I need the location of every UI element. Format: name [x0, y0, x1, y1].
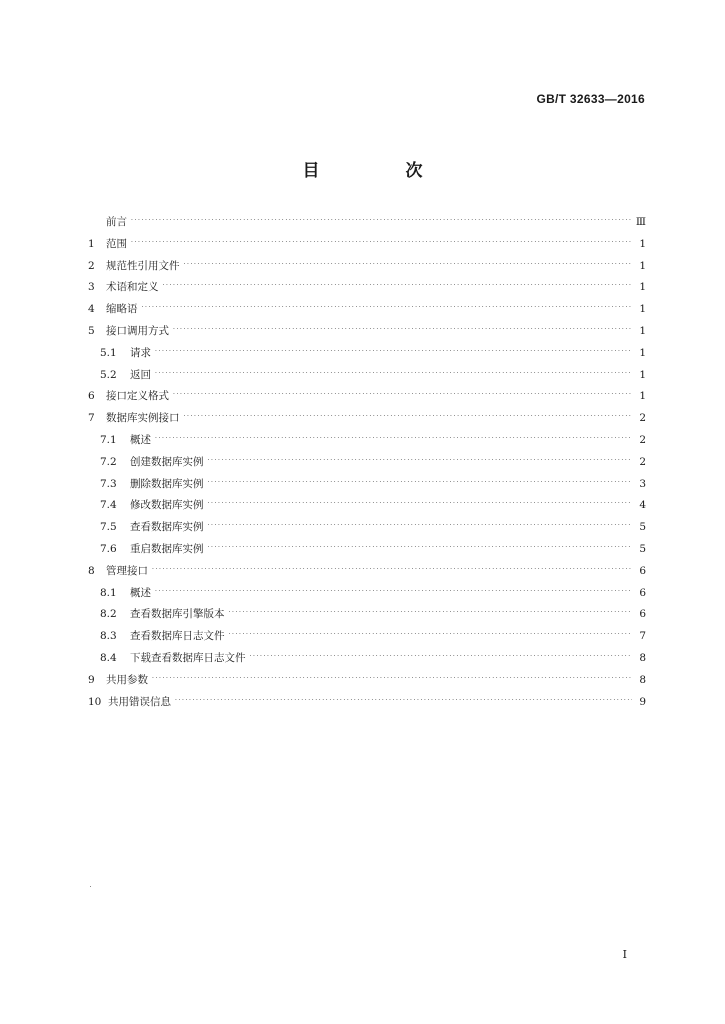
toc-dot-leader — [152, 668, 632, 690]
toc-entry-number: 7.5 — [100, 521, 117, 534]
toc-entry[interactable] — [88, 626, 646, 648]
toc-entry-label: 下载查看数据库日志文件 — [130, 651, 246, 664]
toc-entry-label: 请求 — [130, 346, 151, 359]
toc-entry-label: 术语和定义 — [106, 281, 159, 294]
toc-dot-leader — [175, 690, 632, 712]
toc-dot-leader — [152, 559, 632, 581]
toc-entry[interactable] — [88, 583, 646, 605]
toc-entry-page: 5 — [639, 521, 646, 534]
toc-entry-label: 规范性引用文件 — [106, 259, 180, 272]
toc-dot-leader — [229, 624, 633, 646]
toc-entry-page: 9 — [639, 695, 646, 708]
toc-entry-number: 7.4 — [100, 499, 117, 512]
toc-entry-number: 8.3 — [100, 630, 117, 643]
toc-entry-page: 5 — [639, 542, 646, 555]
toc-entry-label: 概述 — [130, 586, 151, 599]
toc-entry[interactable] — [88, 474, 646, 496]
toc-entry[interactable] — [88, 212, 646, 234]
toc-entry-page: 2 — [639, 455, 646, 468]
toc-entry-label: 查看数据库引擎版本 — [130, 608, 225, 621]
toc-entry-page: Ⅲ — [635, 216, 646, 228]
toc-dot-leader — [208, 472, 633, 494]
toc-entry[interactable] — [88, 495, 646, 517]
toc-entry-number: 7.2 — [100, 455, 117, 468]
toc-entry-label: 共用错误信息 — [108, 695, 171, 708]
toc-entry[interactable] — [88, 299, 646, 321]
toc-entry-page: 6 — [639, 608, 646, 621]
toc-entry-label: 修改数据库实例 — [130, 499, 204, 512]
toc-entry-label: 管理接口 — [106, 564, 148, 577]
toc-dot-leader — [173, 319, 632, 341]
toc-entry-number: 7 — [88, 412, 95, 425]
toc-entry-number: 2 — [88, 259, 95, 272]
toc-dot-leader — [184, 406, 633, 428]
toc-dot-leader — [155, 581, 632, 603]
toc-entry[interactable] — [88, 517, 646, 539]
scan-speck — [90, 886, 91, 887]
toc-entry-page: 2 — [639, 412, 646, 425]
toc-entry-label: 范围 — [106, 237, 127, 250]
toc-entry-label: 删除数据库实例 — [130, 477, 204, 490]
toc-entry[interactable] — [88, 430, 646, 452]
toc-entry-number: 9 — [88, 673, 95, 686]
toc-entry-label: 前言 — [106, 216, 127, 228]
toc-entry[interactable] — [88, 234, 646, 256]
toc-entry-page: 1 — [639, 390, 646, 403]
toc-entry[interactable] — [88, 539, 646, 561]
toc-entry-number: 5 — [88, 324, 95, 337]
toc-entry-page: 8 — [639, 673, 646, 686]
toc-entry[interactable] — [88, 452, 646, 474]
toc-entry[interactable] — [88, 277, 646, 299]
toc-dot-leader — [155, 341, 632, 363]
toc-entry[interactable] — [88, 256, 646, 278]
toc-entry-page: 1 — [639, 303, 646, 316]
toc-entry-page: 6 — [639, 586, 646, 599]
toc-entry-label: 缩略语 — [106, 303, 138, 316]
toc-entry-number: 3 — [88, 281, 95, 294]
toc-entry[interactable] — [88, 365, 646, 387]
toc-dot-leader — [163, 275, 633, 297]
toc-entry-label: 查看数据库日志文件 — [130, 630, 225, 643]
toc-entry-label: 创建数据库实例 — [130, 455, 204, 468]
toc-entry-number: 8.1 — [100, 586, 117, 599]
toc-entry-page: 4 — [639, 499, 646, 512]
toc-dot-leader — [208, 515, 633, 537]
toc-entry-page: 1 — [639, 346, 646, 359]
toc-entry[interactable] — [88, 692, 646, 714]
toc-entry-page: 1 — [639, 368, 646, 381]
toc-entry-label: 数据库实例接口 — [106, 412, 180, 425]
toc-entry-page: 6 — [639, 564, 646, 577]
toc-entry[interactable] — [88, 408, 646, 430]
toc-entry-page: 8 — [639, 651, 646, 664]
toc-entry-page: 1 — [639, 324, 646, 337]
toc-entry[interactable] — [88, 321, 646, 343]
toc-dot-leader — [250, 646, 633, 668]
toc-entry-label: 重启数据库实例 — [130, 542, 204, 555]
page-title: 目 次 — [302, 161, 463, 181]
toc-dot-leader — [173, 384, 632, 406]
toc-dot-leader — [131, 232, 632, 254]
toc-entry[interactable] — [88, 386, 646, 408]
toc-entry-number: 5.2 — [100, 368, 117, 381]
toc-dot-leader — [131, 210, 632, 232]
toc-entry-label: 查看数据库实例 — [130, 521, 204, 534]
toc-entry-page: 2 — [639, 433, 646, 446]
toc-entry-label: 接口定义格式 — [106, 390, 169, 403]
toc-entry[interactable] — [88, 648, 646, 670]
toc-entry-page: 1 — [639, 281, 646, 294]
toc-entry[interactable] — [88, 670, 646, 692]
toc-entry-label: 接口调用方式 — [106, 324, 169, 337]
standard-code: GB/T 32633—2016 — [536, 92, 645, 106]
toc-dot-leader — [184, 254, 633, 276]
toc-entry-label: 概述 — [130, 433, 151, 446]
toc-dot-leader — [155, 428, 632, 450]
toc-entry-number: 8.4 — [100, 651, 117, 664]
table-of-contents — [88, 212, 646, 713]
toc-entry[interactable] — [88, 343, 646, 365]
toc-entry-number: 10 — [88, 695, 102, 708]
toc-entry-label: 返回 — [130, 368, 151, 381]
toc-entry-number: 4 — [88, 303, 95, 316]
toc-entry-number: 1 — [88, 237, 95, 250]
page-number: I — [622, 948, 627, 961]
toc-entry-page: 1 — [639, 259, 646, 272]
toc-entry-number: 5.1 — [100, 346, 117, 359]
toc-entry-number: 7.1 — [100, 433, 117, 446]
toc-dot-leader — [208, 493, 633, 515]
toc-entry-label: 共用参数 — [106, 673, 148, 686]
toc-dot-leader — [142, 297, 633, 319]
toc-entry-page: 7 — [639, 630, 646, 643]
toc-dot-leader — [229, 602, 633, 624]
toc-dot-leader — [208, 450, 633, 472]
toc-entry-number: 7.6 — [100, 542, 117, 555]
toc-dot-leader — [155, 363, 632, 385]
toc-entry-number: 8.2 — [100, 608, 117, 621]
toc-entry-page: 3 — [639, 477, 646, 490]
toc-dot-leader — [208, 537, 633, 559]
toc-entry-number: 8 — [88, 564, 95, 577]
toc-entry-page: 1 — [639, 237, 646, 250]
toc-entry-number: 7.3 — [100, 477, 117, 490]
toc-entry[interactable] — [88, 561, 646, 583]
toc-entry-number: 6 — [88, 390, 95, 403]
toc-entry[interactable] — [88, 604, 646, 626]
